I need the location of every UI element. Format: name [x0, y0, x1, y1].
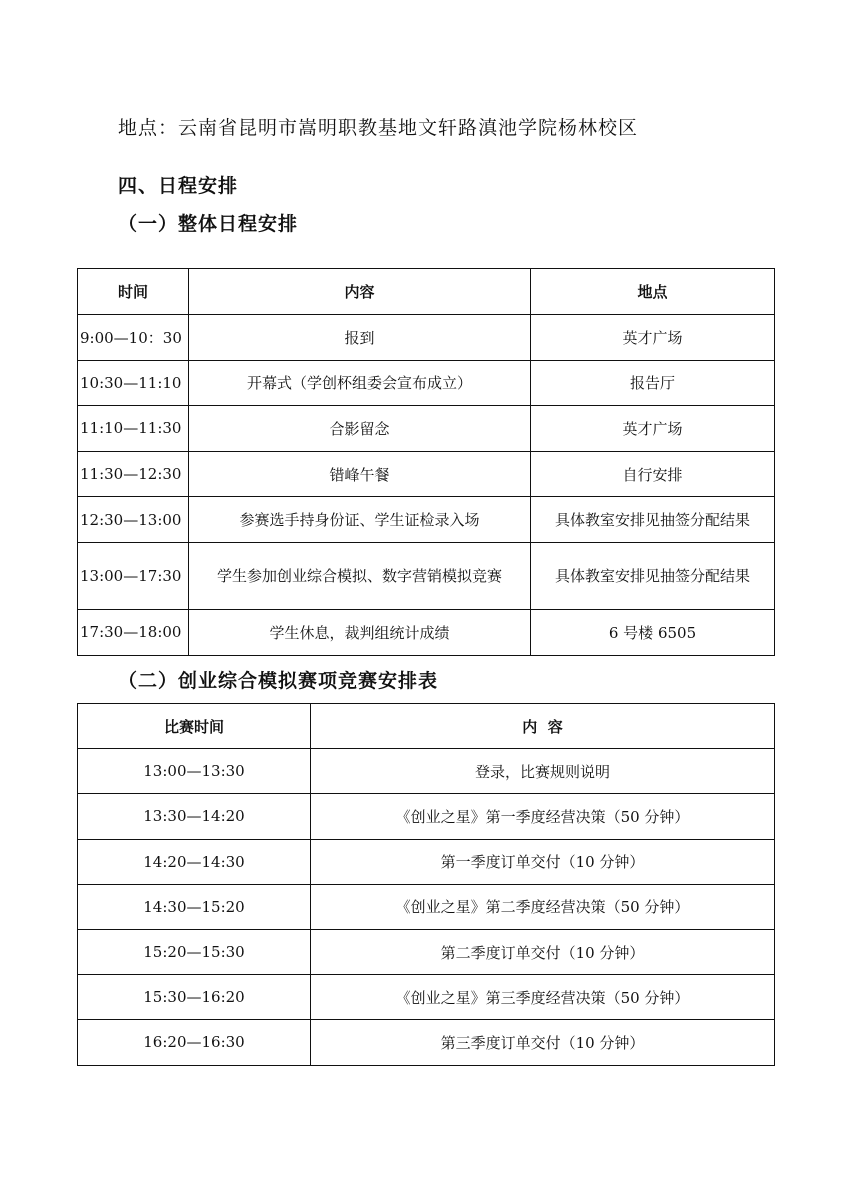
- table-row: [78, 360, 775, 406]
- header-location: 地点: [531, 269, 775, 315]
- table-row: [78, 794, 775, 839]
- cell-content: 《创业之星》第三季度经营决策（50 分钟）: [311, 975, 775, 1020]
- cell-content: 《创业之星》第二季度经营决策（50 分钟）: [311, 884, 775, 929]
- section-4-heading: 四、日程安排: [118, 175, 239, 197]
- table-row: [78, 406, 775, 452]
- table-header-row: [78, 704, 775, 749]
- table-row: [78, 839, 775, 884]
- cell-content: 开幕式（学创杯组委会宣布成立）: [189, 360, 531, 406]
- cell-content: 第二季度订单交付（10 分钟）: [311, 929, 775, 974]
- table-row: [78, 929, 775, 974]
- cell-time: 15:30—16:20: [78, 975, 311, 1020]
- header-time: 时间: [78, 269, 189, 315]
- cell-location: 具体教室安排见抽签分配结果: [531, 497, 775, 543]
- cell-content: 第一季度订单交付（10 分钟）: [311, 839, 775, 884]
- table-header-row: [78, 269, 775, 315]
- table-row: [78, 497, 775, 543]
- overall-schedule-table: [77, 268, 775, 656]
- cell-time: 14:30—15:20: [78, 884, 311, 929]
- competition-schedule-table: [77, 703, 775, 1066]
- header-match-time: 比赛时间: [78, 704, 311, 749]
- cell-content: 登录，比赛规则说明: [311, 749, 775, 794]
- cell-time: 16:20—16:30: [78, 1020, 311, 1065]
- cell-location: 自行安排: [531, 451, 775, 497]
- cell-time: 15:20—15:30: [78, 929, 311, 974]
- cell-content: 合影留念: [189, 406, 531, 452]
- table-row: [78, 609, 775, 655]
- section-4-2-heading: （二）创业综合模拟赛项竞赛安排表: [118, 670, 439, 692]
- cell-content: 错峰午餐: [189, 451, 531, 497]
- header-content: 内 容: [311, 704, 775, 749]
- table-row: [78, 451, 775, 497]
- cell-location: 报告厅: [531, 360, 775, 406]
- cell-content: 学生参加创业综合模拟、数字营销模拟竞赛: [189, 542, 531, 609]
- table-row: [78, 315, 775, 361]
- cell-time: 13:30—14:20: [78, 794, 311, 839]
- cell-location: 英才广场: [531, 315, 775, 361]
- cell-content: 《创业之星》第一季度经营决策（50 分钟）: [311, 794, 775, 839]
- header-content: 内容: [189, 269, 531, 315]
- cell-time: 14:20—14:30: [78, 839, 311, 884]
- cell-content: 参赛选手持身份证、学生证检录入场: [189, 497, 531, 543]
- cell-time: 11:30—12:30: [78, 451, 189, 497]
- location-text: 地点：云南省昆明市嵩明职教基地文轩路滇池学院杨林校区: [118, 117, 639, 139]
- table-row: [78, 1020, 775, 1065]
- cell-time: 10:30—11:10: [78, 360, 189, 406]
- cell-time: 12:30—13:00: [78, 497, 189, 543]
- cell-content: 报到: [189, 315, 531, 361]
- table-row: [78, 542, 775, 609]
- cell-time: 17:30—18:00: [78, 609, 189, 655]
- cell-content: 第三季度订单交付（10 分钟）: [311, 1020, 775, 1065]
- cell-time: 13:00—13:30: [78, 749, 311, 794]
- cell-location: 英才广场: [531, 406, 775, 452]
- cell-location: 具体教室安排见抽签分配结果: [531, 542, 775, 609]
- section-4-1-heading: （一）整体日程安排: [118, 213, 299, 235]
- cell-location: 6 号楼 6505: [531, 609, 775, 655]
- table-row: [78, 749, 775, 794]
- cell-time: 13:00—17:30: [78, 542, 189, 609]
- cell-content: 学生休息，裁判组统计成绩: [189, 609, 531, 655]
- cell-time: 9:00—10：30: [78, 315, 189, 361]
- table-row: [78, 884, 775, 929]
- cell-time: 11:10—11:30: [78, 406, 189, 452]
- table-row: [78, 975, 775, 1020]
